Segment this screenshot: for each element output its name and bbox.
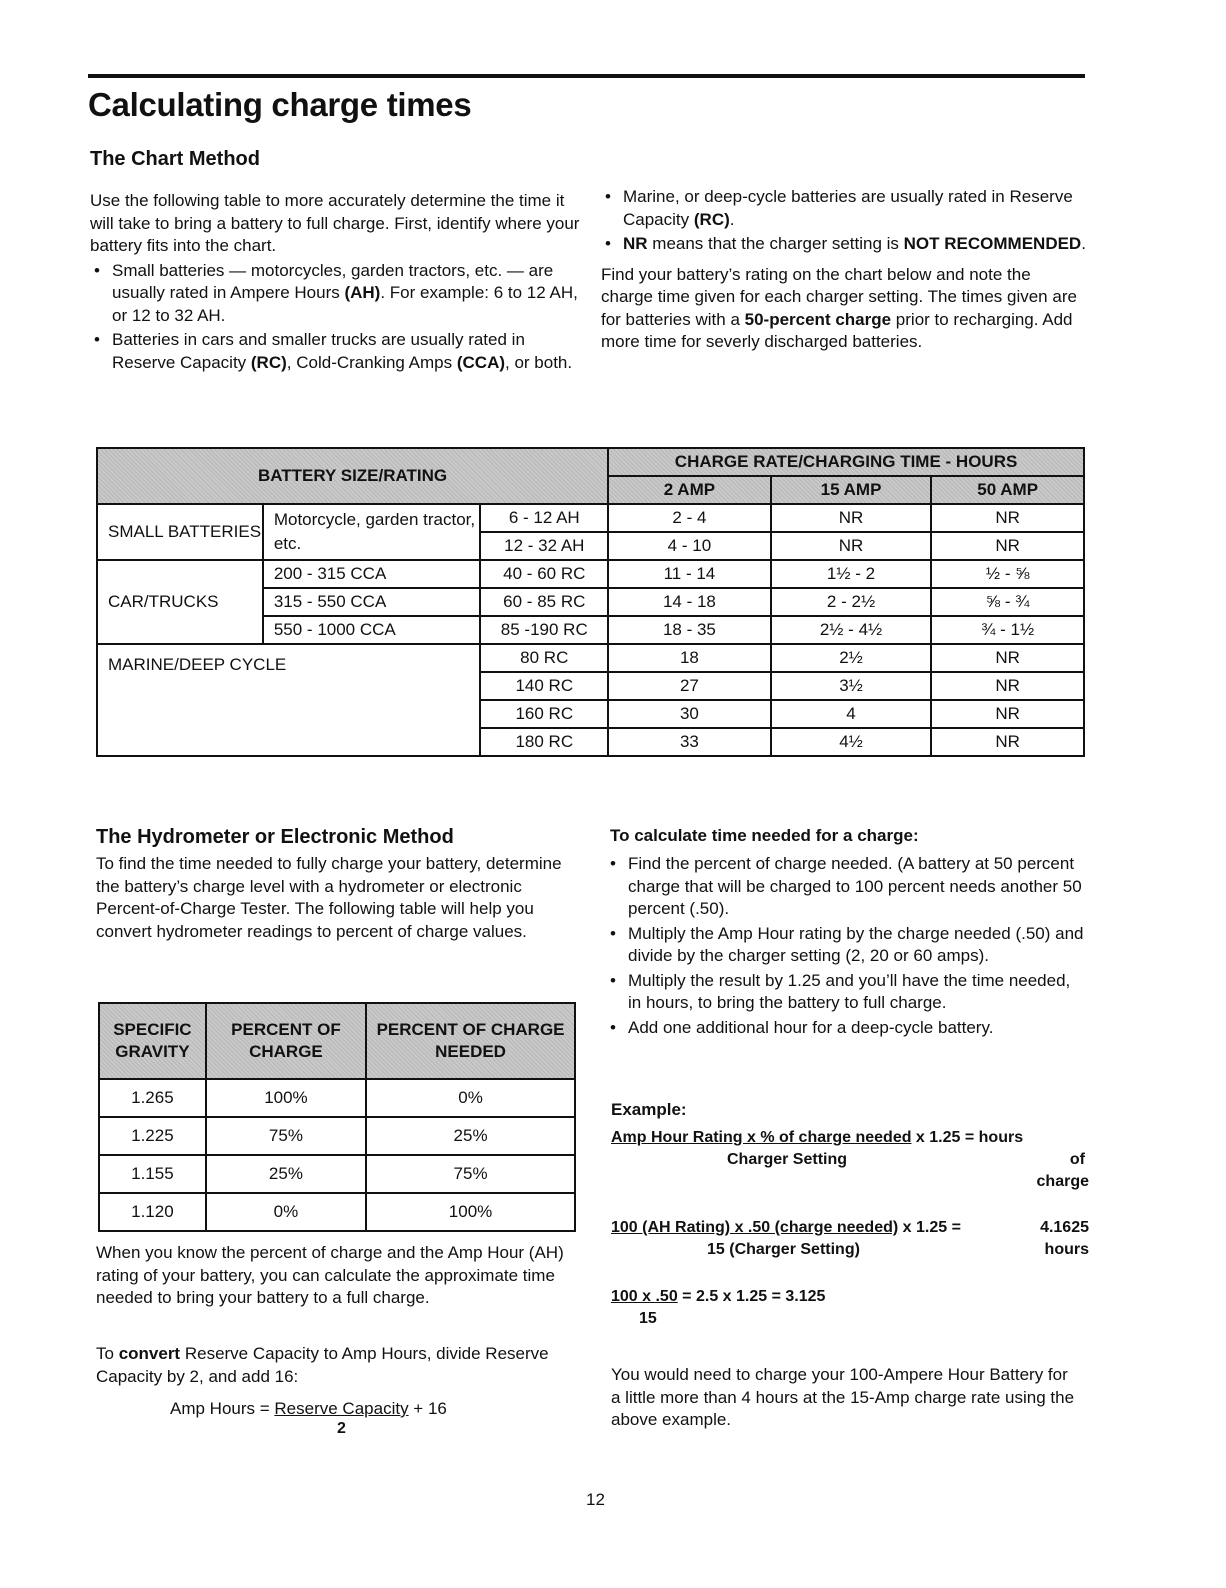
rating-cell: 12 - 32 AH	[480, 532, 608, 560]
calc-bullet: • Find the percent of charge needed. (A battery at 50 percent charge that will be charged to 100 percent needs another 50 percent (.50).	[606, 853, 1086, 921]
hydrometer-intro: To find the time needed to fully charge your battery, determine the battery’s charge level with a hydrometer or electronic Percent-of-Charge Tester. The following table will help you convert hydrometer readings to percent of charge values.	[96, 854, 562, 941]
table-row	[97, 560, 1084, 588]
needed-cell: 0%	[366, 1079, 575, 1117]
chart-method-right-column	[601, 186, 1086, 354]
needed-cell: 75%	[366, 1155, 575, 1193]
time-50amp-cell: ½ - ⅝	[931, 560, 1084, 588]
time-2amp-cell: 14 - 18	[608, 588, 771, 616]
header-2-amp: 2 AMP	[608, 476, 771, 504]
gravity-cell: 1.265	[99, 1079, 206, 1117]
f1-denominator: Charger Setting	[727, 1151, 848, 1168]
convert-paragraph: To convert Reserve Capacity to Amp Hours, divide Reserve Capacity by 2, and add 16:	[96, 1344, 549, 1386]
rating-cell: 80 RC	[480, 644, 608, 672]
time-2amp-cell: 18 - 35	[608, 616, 771, 644]
percent-cell: 25%	[206, 1155, 366, 1193]
time-50amp-cell: NR	[931, 532, 1084, 560]
example-formula-3	[611, 1286, 825, 1330]
chart-method-intro: Use the following table to more accurately determine the time it will take to bring a battery to full charge. First, identify where your battery fits into the chart.	[90, 191, 580, 255]
time-50amp-cell: ¾ - 1½	[931, 616, 1084, 644]
percent-cell: 0%	[206, 1193, 366, 1231]
bullet-car-batteries: • Batteries in cars and smaller trucks are usually rated in Reserve Capacity (RC), Cold-Cranking Amps (CCA), or both.	[90, 329, 580, 374]
example-formula-1	[611, 1127, 1089, 1193]
f2-times: x 1.25 =	[898, 1219, 961, 1236]
calc-heading: To calculate time needed for a charge:	[610, 826, 919, 845]
time-2amp-cell: 18	[608, 644, 771, 672]
group-car-trucks: CAR/TRUCKS	[97, 560, 263, 644]
f2-result: 4.1625	[1040, 1219, 1089, 1236]
time-2amp-cell: 2 - 4	[608, 504, 771, 532]
page-title: Calculating charge times	[88, 86, 472, 123]
f3-numerator: 100 x .50	[611, 1288, 678, 1305]
time-15amp-cell: 2½	[771, 644, 932, 672]
time-2amp-cell: 11 - 14	[608, 560, 771, 588]
table-row	[97, 504, 1084, 532]
table-row	[97, 644, 1084, 672]
f1-charge: charge	[1036, 1173, 1089, 1190]
formula-plus: + 16	[408, 1399, 447, 1418]
cca-cell: 200 - 315 CCA	[263, 560, 481, 588]
time-50amp-cell: NR	[931, 644, 1084, 672]
f3-rest: = 2.5 x 1.25 = 3.125	[677, 1288, 826, 1305]
time-15amp-cell: NR	[771, 504, 932, 532]
rating-cell: 60 - 85 RC	[480, 588, 608, 616]
header-battery-size: BATTERY SIZE/RATING	[97, 448, 608, 504]
chart-method-heading: The Chart Method	[90, 148, 260, 170]
f1-times: x 1.25 = hours	[911, 1129, 1024, 1146]
time-2amp-cell: 4 - 10	[608, 532, 771, 560]
time-15amp-cell: 4½	[771, 728, 932, 756]
rating-cell: 140 RC	[480, 672, 608, 700]
hydrometer-table	[98, 1002, 576, 1232]
conclusion-paragraph: You would need to charge your 100-Ampere Hour Battery for a little more than 4 hours at the 15-Amp charge rate using the above example.	[611, 1365, 1075, 1429]
after-table-paragraph: When you know the percent of charge and the Amp Hour (AH) rating of your battery, you can calculate the approximate time needed to bring your battery to a full charge.	[96, 1243, 564, 1307]
example-label: Example:	[611, 1100, 687, 1119]
charge-rate-table	[96, 447, 1085, 757]
gravity-cell: 1.225	[99, 1117, 206, 1155]
header-specific-gravity: SPECIFIC GRAVITY	[99, 1003, 206, 1079]
time-50amp-cell: NR	[931, 728, 1084, 756]
page-number: 12	[586, 1490, 605, 1509]
percent-cell: 100%	[206, 1079, 366, 1117]
f2-numerator: 100 (AH Rating) x .50 (charge needed)	[611, 1219, 899, 1236]
chart-method-left-column	[90, 190, 580, 376]
table-row	[99, 1193, 575, 1231]
cca-cell: 315 - 550 CCA	[263, 588, 481, 616]
cca-cell: 550 - 1000 CCA	[263, 616, 481, 644]
calc-bullets	[606, 853, 1086, 1041]
needed-cell: 25%	[366, 1117, 575, 1155]
time-15amp-cell: 2 - 2½	[771, 588, 932, 616]
f1-of: of	[1069, 1151, 1085, 1168]
time-15amp-cell: 3½	[771, 672, 932, 700]
calc-bullet: • Add one additional hour for a deep-cycle battery.	[606, 1017, 1086, 1040]
example-formula-2	[611, 1217, 1089, 1261]
needed-cell: 100%	[366, 1193, 575, 1231]
time-2amp-cell: 27	[608, 672, 771, 700]
chart-method-bullets-left	[90, 260, 580, 375]
header-percent-needed: PERCENT OF CHARGE NEEDED	[366, 1003, 575, 1079]
formula-denominator: 2	[337, 1420, 346, 1437]
bullet-nr: • NR means that the charger setting is NOT RECOMMENDED.	[601, 233, 1086, 256]
rating-cell: 40 - 60 RC	[480, 560, 608, 588]
gravity-cell: 1.155	[99, 1155, 206, 1193]
bullet-marine: • Marine, or deep-cycle batteries are usually rated in Reserve Capacity (RC).	[601, 186, 1086, 231]
time-15amp-cell: 2½ - 4½	[771, 616, 932, 644]
time-15amp-cell: 1½ - 2	[771, 560, 932, 588]
time-50amp-cell: NR	[931, 504, 1084, 532]
title-rule	[88, 74, 1085, 78]
time-50amp-cell: NR	[931, 700, 1084, 728]
calc-bullet: • Multiply the Amp Hour rating by the charge needed (.50) and divide by the charger setting (2, 20 or 60 amps).	[606, 923, 1086, 968]
header-charge-rate: CHARGE RATE/CHARGING TIME - HOURS	[608, 448, 1084, 476]
f1-numerator: Amp Hour Rating x % of charge needed	[611, 1129, 912, 1146]
gravity-cell: 1.120	[99, 1193, 206, 1231]
rating-cell: 160 RC	[480, 700, 608, 728]
bullet-small-batteries: • Small batteries — motorcycles, garden tractors, etc. — are usually rated in Ampere Hours (AH). For example: 6 to 12 AH, or 12 to 32 AH.	[90, 260, 580, 328]
time-15amp-cell: 4	[771, 700, 932, 728]
time-2amp-cell: 33	[608, 728, 771, 756]
table-row	[99, 1079, 575, 1117]
formula-lhs: Amp Hours =	[170, 1399, 275, 1418]
rating-cell: 85 -190 RC	[480, 616, 608, 644]
time-50amp-cell: ⅝ - ¾	[931, 588, 1084, 616]
calc-bullet: • Multiply the result by 1.25 and you’ll have the time needed, in hours, to bring the battery to full charge.	[606, 970, 1086, 1015]
group-marine-deep-cycle: MARINE/DEEP CYCLE	[97, 644, 480, 756]
time-15amp-cell: NR	[771, 532, 932, 560]
header-50-amp: 50 AMP	[931, 476, 1084, 504]
formula-numerator: Reserve Capacity	[274, 1399, 409, 1418]
table-row	[99, 1117, 575, 1155]
group-small-batteries: SMALL BATTERIES	[97, 504, 263, 560]
hydrometer-heading: The Hydrometer or Electronic Method	[96, 826, 454, 848]
time-2amp-cell: 30	[608, 700, 771, 728]
time-50amp-cell: NR	[931, 672, 1084, 700]
find-rating-paragraph: Find your battery’s rating on the chart below and note the charge time given for each charger setting. The times given are for batteries with a 50-percent charge prior to recharging. Add more time for severly discharged batteries.	[601, 264, 1077, 351]
percent-cell: 75%	[206, 1117, 366, 1155]
rating-cell: 6 - 12 AH	[480, 504, 608, 532]
amp-hours-formula	[170, 1399, 447, 1419]
f2-denominator: 15 (Charger Setting)	[707, 1241, 860, 1258]
table-row	[99, 1155, 575, 1193]
f3-denominator: 15	[639, 1310, 657, 1327]
header-15-amp: 15 AMP	[771, 476, 932, 504]
f2-hours: hours	[1044, 1241, 1089, 1258]
rating-cell: 180 RC	[480, 728, 608, 756]
chart-method-bullets-right	[601, 186, 1086, 256]
small-battery-type: Motorcycle, garden tractor, etc.	[263, 504, 481, 560]
header-percent-of-charge: PERCENT OF CHARGE	[206, 1003, 366, 1079]
